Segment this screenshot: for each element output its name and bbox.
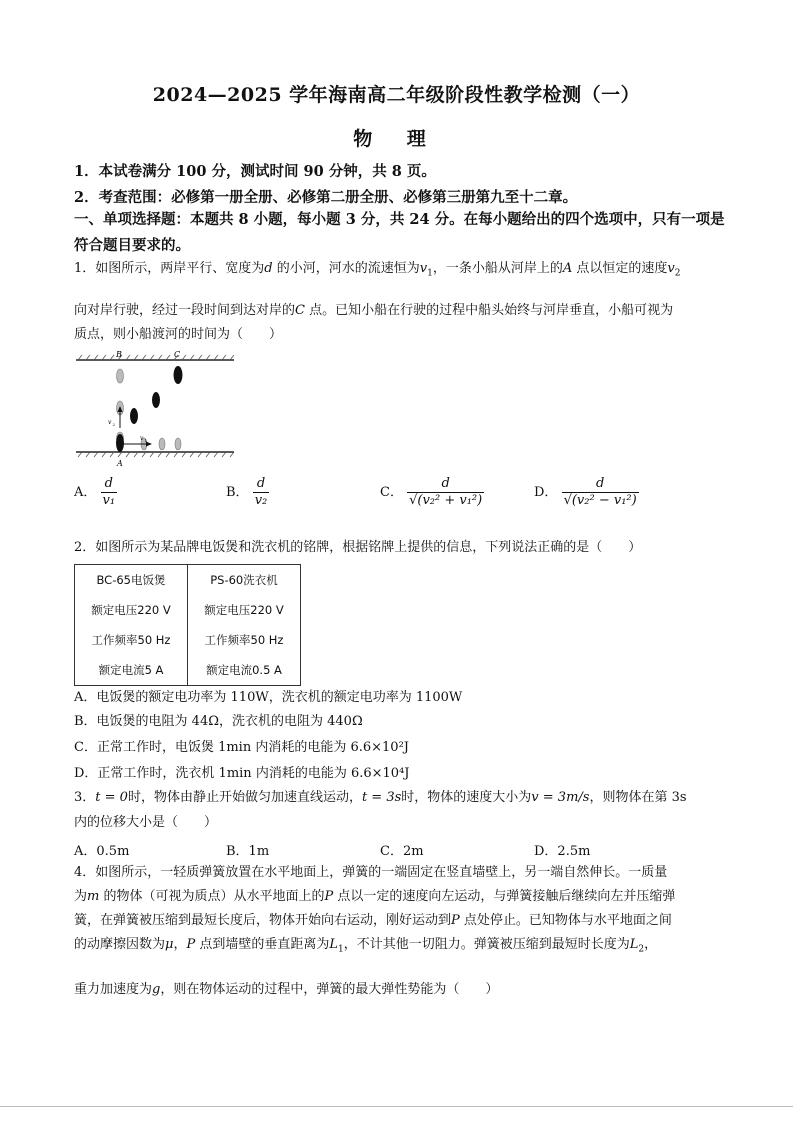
q1-line-2: 向对岸行驶，经过一段时间到达对岸的C 点。已知小船在行驶的过程中船头始终与河岸垂直，小船可视为 <box>74 303 674 318</box>
label-v2: v <box>108 419 112 426</box>
q2-stem: 2．如图所示为某品牌电饭煲和洗衣机的铭牌，根据铭牌上提供的信息，下列说法正确的是（ ） <box>74 540 642 555</box>
q1-option-C: C． $\frac{d}{\text{√(v₂² + v₁²)}}$ <box>380 476 483 508</box>
exam-title: 2024—2025 学年海南高二年级阶段性教学检测（一） <box>152 84 641 106</box>
subject-title: 物 理 <box>353 128 440 150</box>
q4-line-3: 簧，在弹簧被压缩到最短长度后，物体开始向右运动，刚好运动到P 点处停止。已知物体与水平地面之间 <box>74 913 672 928</box>
q1-line-1: 1．如图所示，两岸平行、宽度为d 的小河，河水的流速恒为$v_1$，一条小船从河岸上的A 点以恒定的速度$v_2$ <box>74 261 681 279</box>
q3-option-D: D．2.5m <box>534 844 591 859</box>
q4-line-1: 4．如图所示，一轻质弹簧放置在水平地面上，弹簧的一端固定在竖直墙壁上，另一端自然伸长。一质量 <box>74 865 668 880</box>
q1-option-A: A． $\frac{d}{\text{v₁}}$ <box>74 476 116 508</box>
q3-option-C: C．2m <box>380 844 424 859</box>
washing-machine-plate: PS-60洗衣机 额定电压220 V 工作频率50 Hz 额定电流0.5 A <box>188 565 301 686</box>
label-A: A <box>117 459 123 468</box>
q2-option-D: D．正常工作时，洗衣机 1min 内消耗的电能为 6.6×10⁴J <box>74 766 410 781</box>
q4-line-5: 重力加速度为g，则在物体运动的过程中，弹簧的最大弹性势能为（ ） <box>74 982 499 997</box>
fraction: $\frac{d}{\text{√(v₂² + v₁²)}}$ <box>409 476 483 508</box>
river-boat-figure <box>74 348 236 468</box>
label-v2-sub: 2 <box>112 422 116 427</box>
nameplates-table <box>74 564 301 686</box>
note-2: 2．考查范围：必修第一册全册、必修第二册全册、必修第三册第九至十二章。 <box>74 189 578 206</box>
q3-option-B: B．1m <box>226 844 270 859</box>
q3-line-1: 3．t = 0时，物体由静止开始做匀加速直线运动，t = 3s时，物体的速度大小为v = 3m/s，则物体在第 3s <box>74 790 687 805</box>
q1-option-B: B． $\frac{d}{\text{v₂}}$ <box>226 476 268 508</box>
label-v1-sub: 1 <box>144 438 148 443</box>
q2-option-A: A．电饭煲的额定电功率为 110W，洗衣机的额定电功率为 1100W <box>74 690 463 705</box>
fraction: $\frac{d}{\text{v₁}}$ <box>102 476 116 508</box>
rice-cooker-plate: BC-65电饭煲 额定电压220 V 工作频率50 Hz 额定电流5 A <box>75 565 188 686</box>
section-1-heading: 一、单项选择题：本题共 8 小题，每小题 3 分，共 24 分。在每小题给出的四个选项中，只有一项是符合题目要求的。 <box>74 211 725 254</box>
q2-option-B: B．电饭煲的电阻为 44Ω，洗衣机的电阻为 440Ω <box>74 714 363 729</box>
q2-option-C: C．正常工作时，电饭煲 1min 内消耗的电能为 6.6×10²J <box>74 740 410 755</box>
note-1: 1．本试卷满分 100 分，测试时间 90 分钟，共 8 页。 <box>74 163 436 180</box>
page-bottom-divider <box>0 1106 793 1107</box>
label-C: C <box>174 350 181 359</box>
fraction: $\frac{d}{\text{√(v₂² − v₁²)}}$ <box>563 476 637 508</box>
label-B: B <box>116 350 122 359</box>
q3-option-A: A．0.5m <box>74 844 130 859</box>
fraction: $\frac{d}{\text{v₂}}$ <box>254 476 268 508</box>
q3-line-2: 内的位移大小是（ ） <box>74 815 218 830</box>
q4-line-2: 为m 的物体（可视为质点）从水平地面上的P 点以一定的速度向左运动，与弹簧接触后继续向左并压缩弹 <box>74 889 676 904</box>
q4-line-4: 的动摩擦因数为μ，P 点到墙壁的垂直距离为$L_1$，不计其他一切阻力。弹簧被压缩到最短时长度为$L_2$， <box>74 937 658 955</box>
label-v1: v <box>140 435 144 442</box>
q1-line-3: 质点，则小船渡河的时间为（ ） <box>74 327 283 342</box>
q1-option-D: D． $\frac{d}{\text{√(v₂² − v₁²)}}$ <box>534 476 637 508</box>
